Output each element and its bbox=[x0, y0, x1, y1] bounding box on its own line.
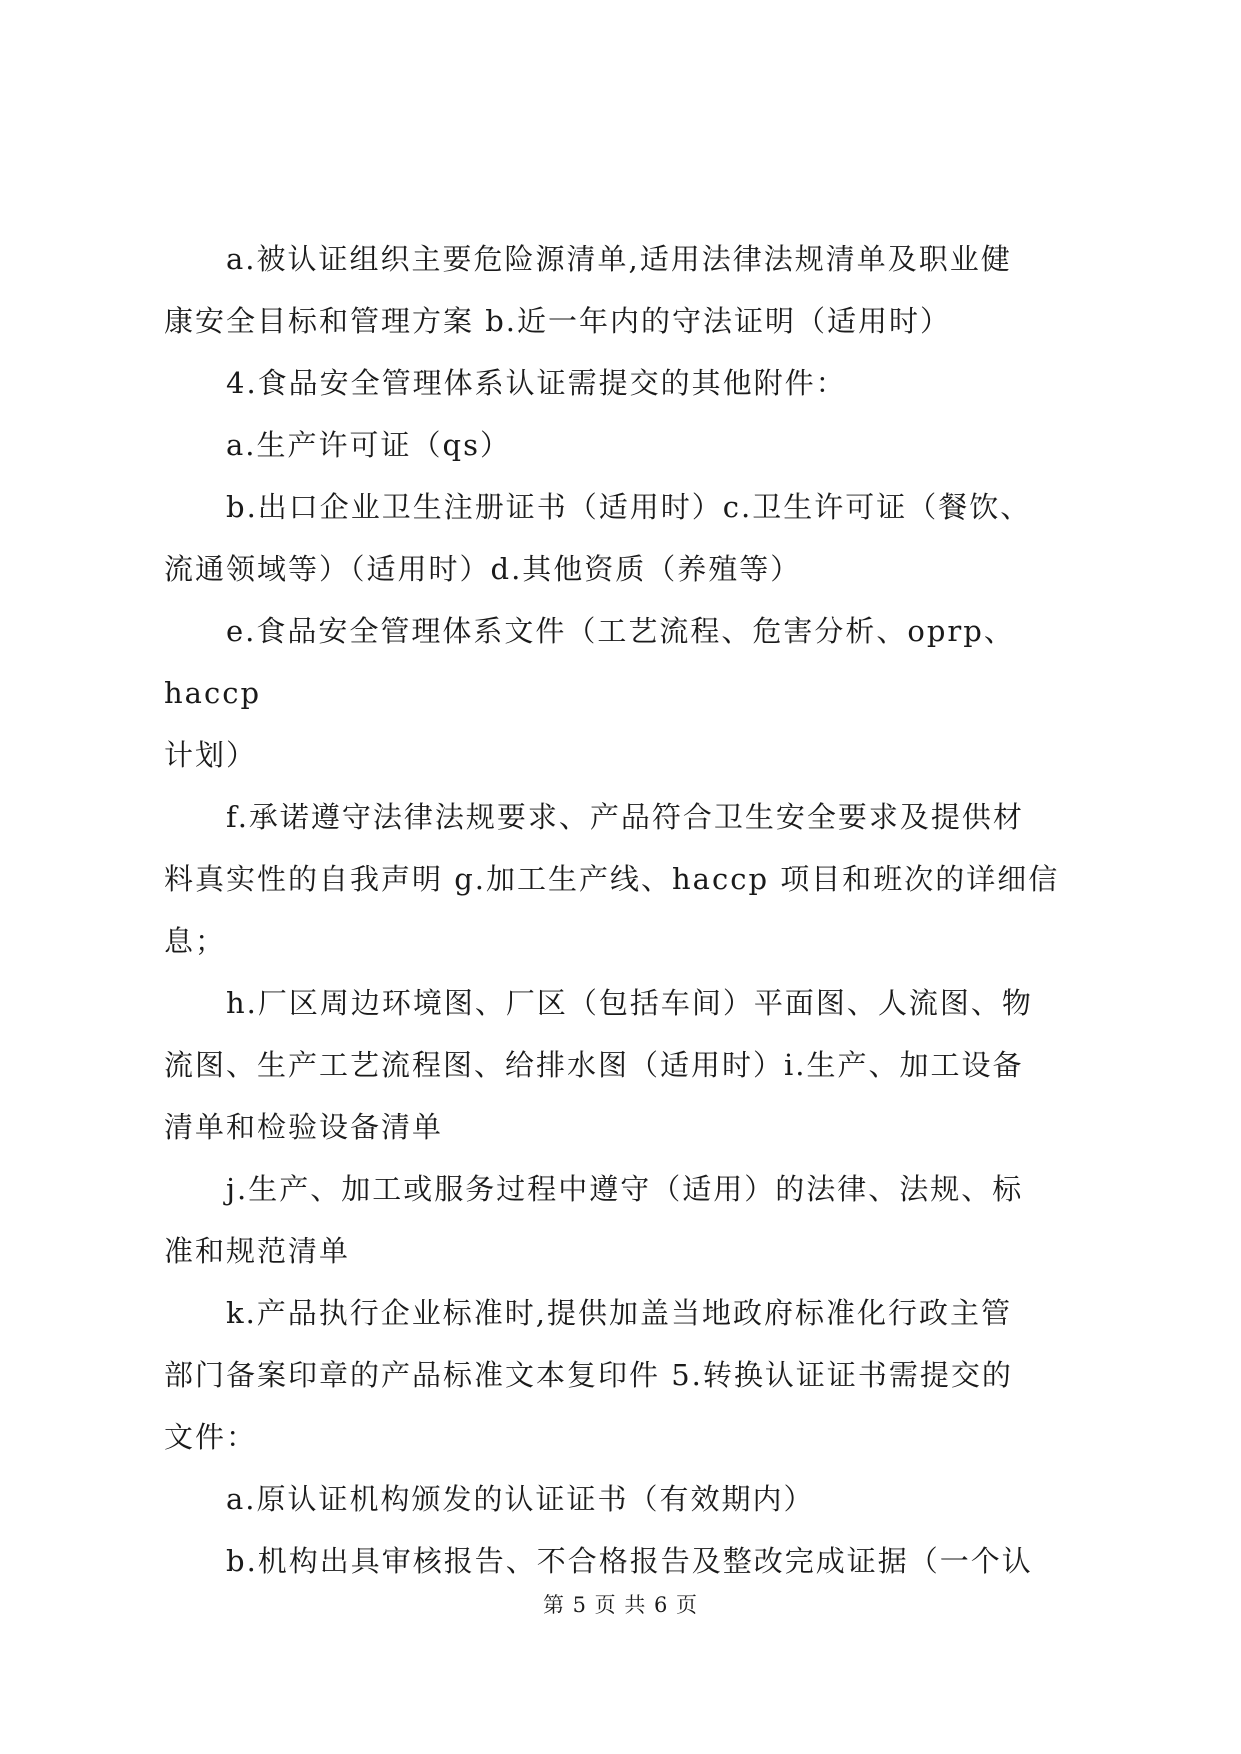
paragraph-h-site-diagrams: h.厂区周边环境图、厂区（包括车间）平面图、人流图、物 流图、生产工艺流程图、给排水图（适用时）i.生产、加工设备 清单和检验设备清单 bbox=[164, 986, 1033, 1144]
paragraph-b-export-registration: b.出口企业卫生注册证书（适用时）c.卫生许可证（餐饮、 流通领域等）（适用时）d.其他资质（养殖等） bbox=[164, 490, 1032, 586]
paragraph-j-regulations-list: j.生产、加工或服务过程中遵守（适用）的法律、法规、标 准和规范清单 bbox=[164, 1172, 1024, 1268]
page-number-footer: 第 5 页 共 6 页 bbox=[542, 1593, 699, 1617]
paragraph-b-audit-reports: b.机构出具审核报告、不合格报告及整改完成证据（一个认 bbox=[226, 1544, 1033, 1578]
paragraph-a-risk-list: a.被认证组织主要危险源清单,适用法律法规清单及职业健 康安全目标和管理方案 b.近一年内的守法证明（适用时） bbox=[164, 242, 1012, 338]
paragraph-a-production-license: a.生产许可证（qs） bbox=[226, 428, 511, 462]
paragraph-e-system-documents: e.食品安全管理体系文件（工艺流程、危害分析、oprp、haccp 计划） bbox=[164, 614, 1015, 772]
paragraph-k-enterprise-standard: k.产品执行企业标准时,提供加盖当地政府标准化行政主管 部门备案印章的产品标准文本复印件 5.转换认证证书需提交的 文件： bbox=[164, 1296, 1013, 1454]
document-body bbox=[164, 228, 1079, 1592]
paragraph-food-safety-attachments-heading: 4.食品安全管理体系认证需提交的其他附件： bbox=[226, 366, 847, 400]
paragraph-a-original-certificate: a.原认证机构颁发的认证证书（有效期内） bbox=[226, 1482, 815, 1516]
paragraph-f-compliance-declaration: f.承诺遵守法律法规要求、产品符合卫生安全要求及提供材 料真实性的自我声明 g.加工生产线、haccp 项目和班次的详细信 息； bbox=[164, 800, 1060, 958]
